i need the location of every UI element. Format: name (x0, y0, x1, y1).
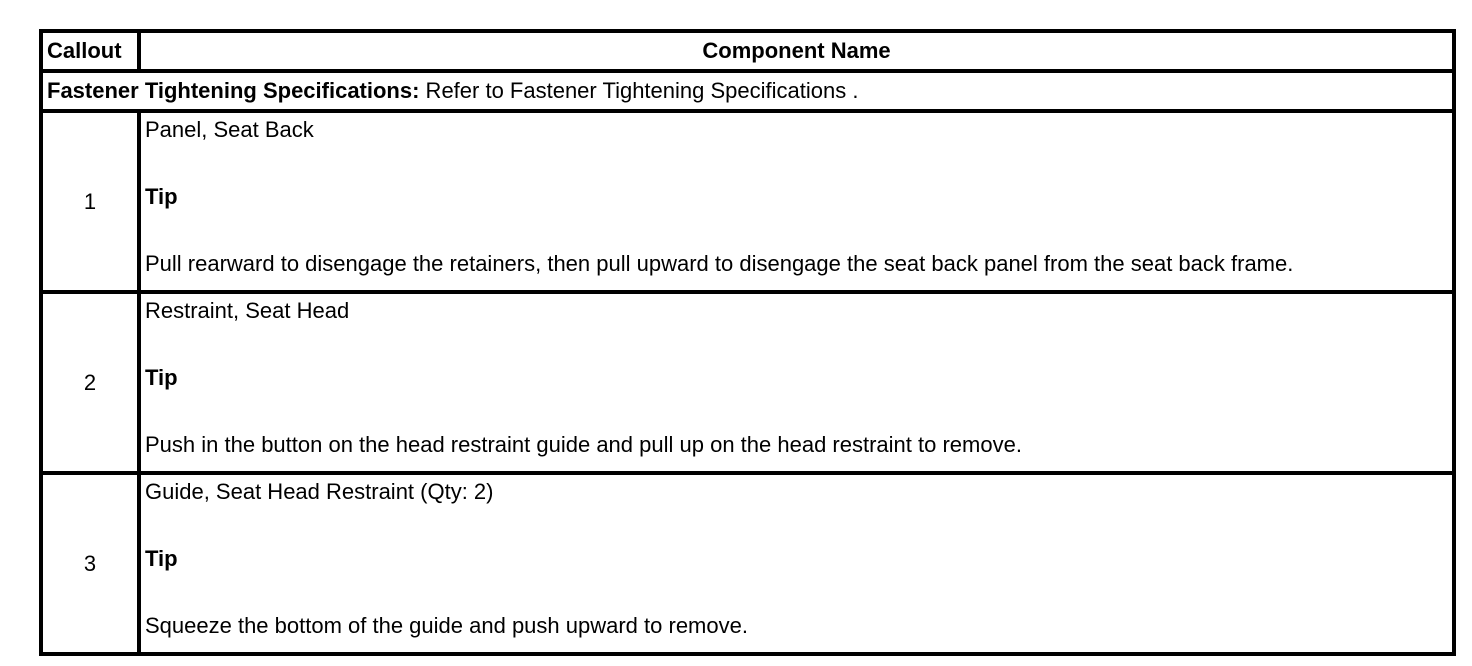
component-name-header: Component Name (139, 31, 1454, 71)
component-name: Restraint, Seat Head (145, 298, 350, 323)
tip-text: Squeeze the bottom of the guide and push upward to remove. (145, 613, 748, 638)
tip-text: Pull rearward to disengage the retainers, then pull upward to disengage the seat back panel from the seat back frame. (145, 251, 1294, 276)
fastener-spec-text: Refer to Fastener Tightening Specifications . (419, 78, 859, 103)
fastener-spec-cell (41, 71, 1454, 111)
component-table (39, 29, 1456, 656)
fastener-spec-label: Fastener Tightening Specifications: (47, 78, 420, 103)
fastener-spec-row (41, 71, 1454, 111)
table-row (41, 473, 1454, 654)
table-row (41, 292, 1454, 473)
callout-number: 3 (41, 473, 139, 654)
tip-text: Push in the button on the head restraint guide and pull up on the head restraint to remove. (145, 432, 1022, 457)
component-description (139, 292, 1454, 473)
component-name: Panel, Seat Back (145, 117, 314, 142)
callout-header: Callout (41, 31, 139, 71)
callout-number: 2 (41, 292, 139, 473)
component-description (139, 111, 1454, 292)
table-row (41, 111, 1454, 292)
tip-label: Tip (145, 184, 178, 209)
tip-label: Tip (145, 365, 178, 390)
component-name: Guide, Seat Head Restraint (Qty: 2) (145, 479, 494, 504)
callout-number: 1 (41, 111, 139, 292)
tip-label: Tip (145, 546, 178, 571)
table-header-row (41, 31, 1454, 71)
component-description (139, 473, 1454, 654)
